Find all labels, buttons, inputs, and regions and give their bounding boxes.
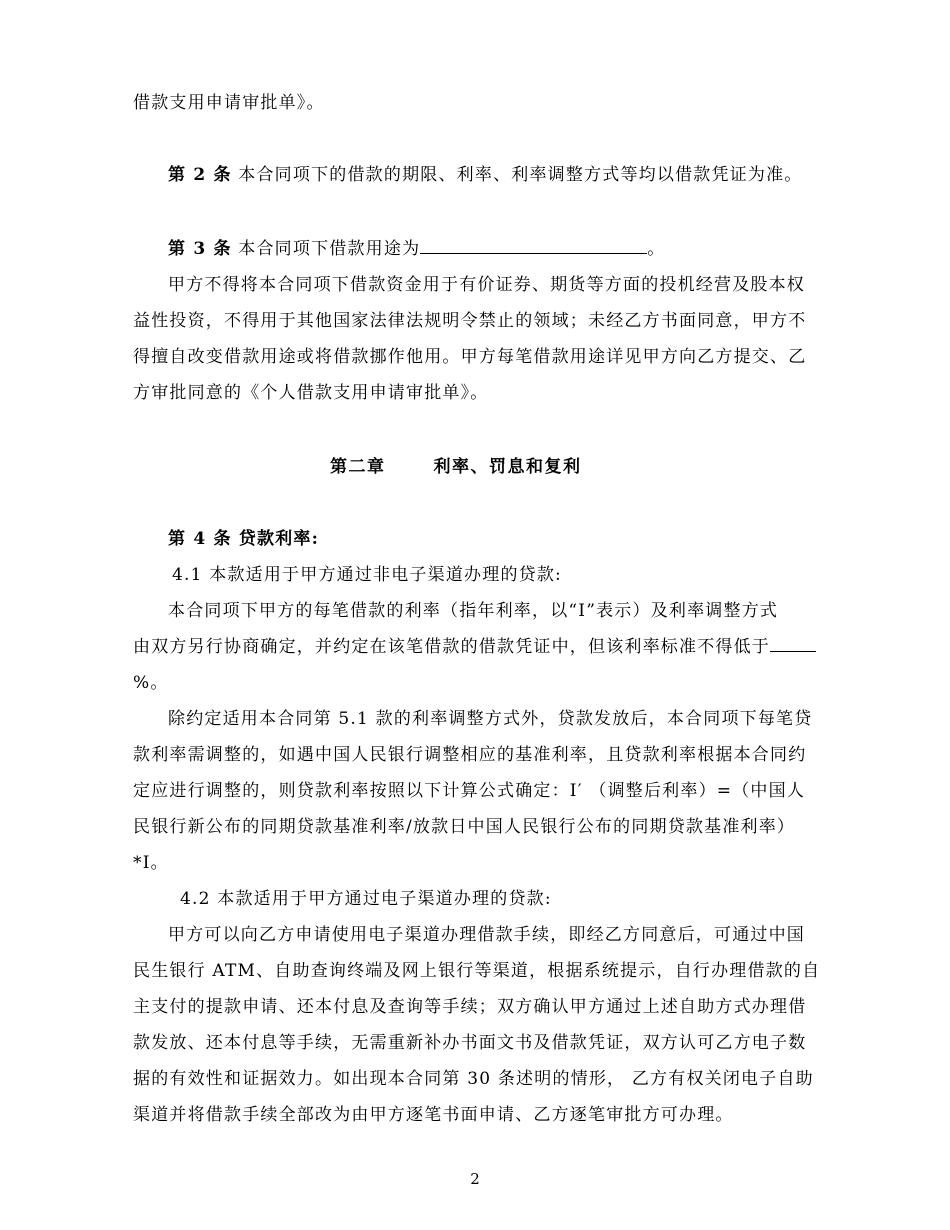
continued-line: 借款支用申请审批单》。 — [133, 93, 325, 113]
para4-line5: 据的有效性和证据效力。如出现本合同第 30 条述明的情形， 乙方有权关闭电子自助 — [133, 1069, 814, 1089]
para4-line1: 甲方可以向乙方申请使用电子渠道办理借款手续，即经乙方同意后，可通过中国 — [168, 925, 805, 945]
chapter-title: 利率、罚息和复利 — [433, 457, 582, 477]
para2-line2 — [133, 632, 816, 657]
article-3-end: 。 — [647, 239, 666, 259]
para1-line2: 益性投资，不得用于其他国家法律法规明令禁止的领域；未经乙方书面同意，甲方不 — [133, 311, 807, 331]
purpose-blank — [420, 239, 647, 254]
chapter-heading — [330, 452, 582, 477]
para4-line3: 主支付的提款申请、还本付息及查询等手续；双方确认甲方通过上述自助方式办理借 — [133, 997, 807, 1017]
article-2 — [168, 160, 802, 185]
para3-line5: *I。 — [133, 853, 169, 873]
para1-line3: 得擅自改变借款用途或将借款挪作他用。甲方每笔借款用途详见甲方向乙方提交、乙 — [133, 347, 807, 367]
para3-line2: 款利率需调整的，如遇中国人民银行调整相应的基准利率，且贷款利率根据本合同约 — [133, 745, 807, 765]
para4-line6: 渠道并将借款手续全部改为由甲方逐笔书面申请、乙方逐笔审批方可办理。 — [133, 1105, 734, 1125]
article-3 — [168, 234, 665, 259]
chapter-number: 第二章 — [330, 457, 386, 477]
clause-4-1: 4.1 本款适用于甲方通过非电子渠道办理的贷款: — [172, 565, 562, 585]
article-2-label: 第 2 条 — [168, 165, 232, 185]
page-number: 2 — [470, 1170, 480, 1188]
para4-line2: 民生银行 ATM、自助查询终端及网上银行等渠道，根据系统提示，自行办理借款的自 — [133, 961, 821, 981]
para2-line3: %。 — [133, 673, 169, 693]
para4-line4: 款发放、还本付息等手续，无需重新补办书面文书及借款凭证，双方认可乙方电子数 — [133, 1033, 807, 1053]
clause-4-2: 4.2 本款适用于甲方通过电子渠道办理的贷款: — [180, 889, 552, 909]
para1-line1: 甲方不得将本合同项下借款资金用于有价证券、期货等方面的投机经营及股本权 — [168, 275, 805, 295]
rate-blank — [770, 637, 816, 652]
article-3-text: 本合同项下借款用途为 — [231, 239, 421, 259]
para2-line1: 本合同项下甲方的每笔借款的利率（指年利率，以“I”表示）及利率调整方式 — [168, 601, 779, 621]
para3-line3: 定应进行调整的，则贷款利率按照以下计算公式确定：I′ （调整后利率）=（中国人 — [133, 781, 806, 801]
para3-line4: 民银行新公布的同期贷款基准利率/放款日中国人民银行公布的同期贷款基准利率） — [133, 817, 796, 837]
para1-line4: 方审批同意的《个人借款支用申请审批单》。 — [133, 383, 489, 403]
article-3-label: 第 3 条 — [168, 239, 232, 259]
article-4-heading: 第 4 条 贷款利率: — [168, 529, 320, 549]
para2-line2-text: 由双方另行协商确定，并约定在该笔借款的借款凭证中，但该利率标准不得低于 — [133, 637, 770, 657]
article-2-text: 本合同项下的借款的期限、利率、利率调整方式等均以借款凭证为准。 — [231, 165, 803, 185]
para3-line1: 除约定适用本合同第 5.1 款的利率调整方式外，贷款发放后，本合同项下每笔贷 — [168, 709, 813, 729]
